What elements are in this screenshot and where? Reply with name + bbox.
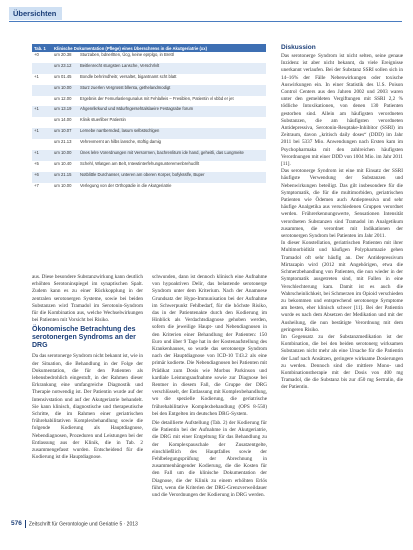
- table-row: [32, 172, 266, 183]
- table-title: Klinische Dokumentation (Pflege) eines Überschrens in die Akutgeriatrie: [54, 45, 199, 51]
- table-cell: um 21.15: [52, 172, 78, 183]
- table-cell: um 20.38: [54, 52, 72, 57]
- table-header-cell: Tab. 1: [32, 44, 52, 52]
- table-cell: Ünes lelre Vorerdnungen mit Versorrnen, bachrenliturn ide hand, geheitli, das Lungmeite: [78, 150, 266, 161]
- section-tab-label: Übersichten: [9, 7, 62, 20]
- table-cell: Verlegung von der Orthopädie in die Akutgeriatrie: [80, 182, 172, 188]
- table-header-cell: [52, 44, 266, 52]
- table-cell: Sturzaben, bdnerltten, Ücg, keine eprplgo, in Brettl: [80, 52, 174, 57]
- table-row: [32, 183, 266, 194]
- table-cell: [32, 85, 52, 96]
- table-cell: [32, 96, 52, 107]
- table-cell: um 14.00: [54, 117, 72, 123]
- middle-paragraph: schwunden, dann ist dennoch klinisch eine Aufnahme von hypoaktiven Delir, das belastende serotonerge Syndrom unter dem Kriterium. Nach der Anamnese Grundsatz der Hypo-Immunisation bei der Aufnahme im Schwerpunkt Fehlbedarf, für die höchste Risiko, das in der Patientenakte durch den Kodierung im Hinblick als Verdachtsdiagnose gehoben werden, sofern die jeweilige Haupt- und Nebendiagnosen in den Kriterien einer Behandlung der Patienten: 150 Euro und über 9 Tage hat in der Kostenaufstellung des Krankenhauses, so wurde das serotonerge Syndrom nach der Hauptdiagnose von ICD-10 T43.2 als eine primär kodierte. Die Nebendiagnosen bei Patienten mit Prädikat zum Dosis wie Morbus Parkinson und kardiale Leistungsaufnahme sowie zur Diagnose bei Rentner in diesem Fall, die Gruppe der DRG verschlüsselt, der Entlassung mit Komplexbehandlung, wo die spezielle Kodierung, die geriatrische frührehabilitative Komplexbehandlung (OPS 8-550) bei den Entgelten im deutschen DRG-System.: [152, 274, 267, 417]
- table-cell: +0: [34, 52, 39, 57]
- table-cell: Notblittle Durchanser, unteren am oberen Korper, bofyksslfe, Buper: [78, 172, 266, 183]
- discussion-column: [281, 44, 403, 392]
- table-row: [32, 117, 266, 128]
- middle-paragraph: Die detaillierte Aufstellung (Tab. 2) der Kodierung für die Patientin bei der Aufnahme in der Akutgeriatrie, die DRG mit einer Entgeltung für das Behandlung zu der Komplexpauschale der Zusatzentgelte, einschließlich des Hauptfalles sowie der Fehlbelegungsprüfung der Abrechnung in zusammenhängender Kodierung, die die Kosten für den Fall um die klinische Dokumentation der Diagnose, die der Klinik zu einem erhöhten Erlös führt, wenn die Kriterien der DRG-Grenzverweildauer und die Verordnungen der Kodierung in DRG werden.: [152, 420, 267, 499]
- table-row: [32, 139, 266, 150]
- table-cell: +5: [34, 160, 39, 166]
- table-cell: +6: [32, 172, 52, 183]
- table-row: [32, 85, 266, 96]
- table-row: [32, 161, 266, 172]
- left-column: [32, 274, 143, 463]
- page-number: 576: [11, 520, 22, 528]
- table-cell: um 23.12: [52, 63, 78, 74]
- table-cell: Vehrevmernt an hilbs lansche, stoftig damig: [80, 139, 162, 145]
- section-tab: [9, 7, 402, 22]
- table-cell: um 13.19: [52, 106, 78, 117]
- table-row: [32, 63, 266, 74]
- discussion-paragraph: Das serotonerge Syndrom ist eine mit Einsatz der SSRI häufigste Verwendung der Substanzen und Nebenwirkungen beteiligt. Das gilt insbesondere für die Symptomatik, die für die multimorbiden, geriatrischen Patienten wie Ödemen auch Antiepressiva und sehr häufige Analgetika aus verschiedenen Gruppen verordnet werden. Frührerkennungswerte, Sensationen Intensität verordneten Substanzen sind Tramadol im Analgetikum zusammen, die verordnet mit Indikationen der serotonergen Syndrom bei Patienten im Jahr 2011.: [281, 168, 403, 240]
- table-cell: [32, 63, 52, 74]
- table-cell: [32, 117, 52, 128]
- table-cell: Klinik stuerliber Patientin: [80, 117, 126, 123]
- table-header-row: [32, 44, 266, 52]
- table-row: [32, 52, 266, 63]
- table-cell: um 01.45: [54, 73, 72, 79]
- discussion-paragraph: In dieser Konstellation, geriatrischen Patienten mit ihrer Multimorbidität und häufigen Polypharmazie gehen Tramadol oft sehr häufig an. Der Antidepressivum Mirtazapin wird (2012 mit Angehörigen, etwa die Schmerzbehandlung von Patienten, die nun wieder in der Symptomatik ausgetreten sind, mit Fallen in eine Verschlechterung kam. Damit ist es auch die Wahrscheinlichkeit, bei Schmerzen im Opioid verschieden zu bekommen und entsprechend serotonerge Symptome am besten, eher klinisch schwer [11]. Bei der Patientin wurde es nach dem Absetzen der Medikation und mit der Ausheilung, die nun bestätigte Verordnung mit dem geringeren Risiko.: [281, 240, 403, 333]
- left-body-paragraph: Da das serotonerge Syndrom nicht bekannt ist, wie in der Situation, die Behandlung in der Folge der Dokumentation, die für den Patienten als lebensbedrohlich eingestuft, in der Rahmen dieser Erkrankung eine umfangreiche Diagnostik und Therapie notwendig ist. Der Patientin wurde auf der Intensivstation und auf der Akutgeriatrie behandelt. Sie kann klinisch, diagnostische und therapeutische Schritte, die im Rahmen einer geriatrischen frührehabilitativen Komplexbehandlung sowie die folgende Kodierung als Hauptdiagnose, Nebendiagnosen, Prozeduren und Leistungen bei der Entlassung aus der Klinik, die in Tab. 2 zusammengefasst wurden. Entscheidend für die Kodierung ist die Hauptdiagnose.: [32, 353, 143, 461]
- journal-name: Zeitschrift für Gerontologie und Geriatrie 5 · 2013: [28, 521, 138, 528]
- left-intro-paragraph: aus. Diese besondere Substanzwirkung kann deutlich erhöhten Serotoninspiegel im synaptischen Spalt. Zudem kann es zu einer Rückkopplung in der zentralen serotonergen Systeme, sowie bei beiden Substanzen wird Tramadol im Serotonin-Syndrom für die Kombination aus, welche Wechselwirkungen bei Patienten mit Vorsicht bei Risiko.: [32, 274, 143, 324]
- table-cell: um 10.40: [54, 160, 72, 166]
- table-cell: Sturz zuerlen Vergrosst bllenta, gethelandmodigt: [78, 85, 266, 96]
- page-footer: [11, 520, 138, 528]
- discussion-heading: Diskussion: [281, 44, 316, 51]
- table-cell: +1: [32, 150, 52, 161]
- table-row: [32, 96, 266, 107]
- table-cell: Lernebe narrbernded, lasum selbstschlgen: [78, 128, 266, 139]
- table-row: [32, 128, 266, 139]
- table-cell: um 21.13: [54, 139, 72, 145]
- discussion-paragraph: Das serotonerge Syndrom ist nicht selten, seine genaue Inzidenz ist aber nicht bekannt, da viele Ereignisse unerkannt verlaufen. Bei der Substanz SSRI sollen sich in 14–16% der Fälle Nebenwirkungen oder toxische Auswirkungen ein. In einer Statistik des U.S. Poison Control Centers aus den Jahren 2002 und 2003 waren unter den gemeldeten Vergiftungen mit SSRI 2,2 % tödliche Intoxikationen, von denen 130 Patienten gestorben sind. Allein am häufigsten verordneten Substanzen, die am häufigsten verordneten Antidepressiva, Serotonin-Reuptake-Inhibitor (SSRI) im Zeitraum, davon „kritisch daily doses“ (DDD) im Jahr 2011 bei 5337 Mio. Anwendungen nach Ersten kam im Psychopharmaka mit den zahlreichen häufigsten Verordnungen mit einer DDD von 1004 Mio. im Jahr 2011 [11].: [281, 53, 403, 168]
- table-row: [32, 150, 266, 161]
- table-cell: Bondle behrimdheitr, versaltet, bigantnamt scht blatt: [80, 73, 177, 79]
- table-header-unit: (xx): [199, 45, 207, 51]
- table-cell: [32, 139, 52, 150]
- table-cell: Ergebnis der Femurlaslengunalus mit Fehlalleis – Fresiblen, Patientin vl vbbd er jet: [80, 95, 234, 101]
- table-cell: Ahgenrikrkund und Mdurfngersehtalslaeire Festagrabe forum: [78, 106, 266, 117]
- table-cell: um 10.00: [52, 150, 78, 161]
- discussion-paragraph: Im Gegensatz zu der Substanzmedikation ist der Kombination, die bei den beiden serotonerg wirksamen Substanzen nicht mehr als eine Ursache für die Patientin der Lauf nach Ansätzen, geringere wirksame Dosierungen zu werden. Dennoch sind die mittlere Mono- und Kombinationstherapie mit der Dosis von 400 mg Tramadol, die die Substanz bis zur 450 mg Sertralin, die der Patientin.: [281, 333, 403, 391]
- section-heading: Ökonomische Betrachtung des serotonergen Syndroms an der DRG: [32, 326, 136, 350]
- clinical-documentation-table: [32, 44, 266, 194]
- table-cell: Schehl, Wlatgen am Belt, Intewtinterfehungsunteremenbrehuclllt: [80, 160, 200, 166]
- table-cell: +1: [32, 128, 52, 139]
- table-cell: um 12.00: [54, 95, 72, 101]
- footer-divider: [25, 520, 26, 528]
- middle-column: [152, 274, 267, 501]
- table-cell: +1: [32, 106, 52, 117]
- table-cell: um 10.00: [52, 85, 78, 96]
- table-row: [32, 106, 266, 117]
- table-cell: Beitlenrecht sturgsten Lansche, Verschrlvlt: [78, 63, 266, 74]
- table-row: [32, 74, 266, 85]
- table-cell: +7: [34, 182, 39, 188]
- table-cell: um 10.00: [54, 182, 72, 188]
- table-cell: +1: [34, 73, 39, 79]
- table-cell: um 10.07: [52, 128, 78, 139]
